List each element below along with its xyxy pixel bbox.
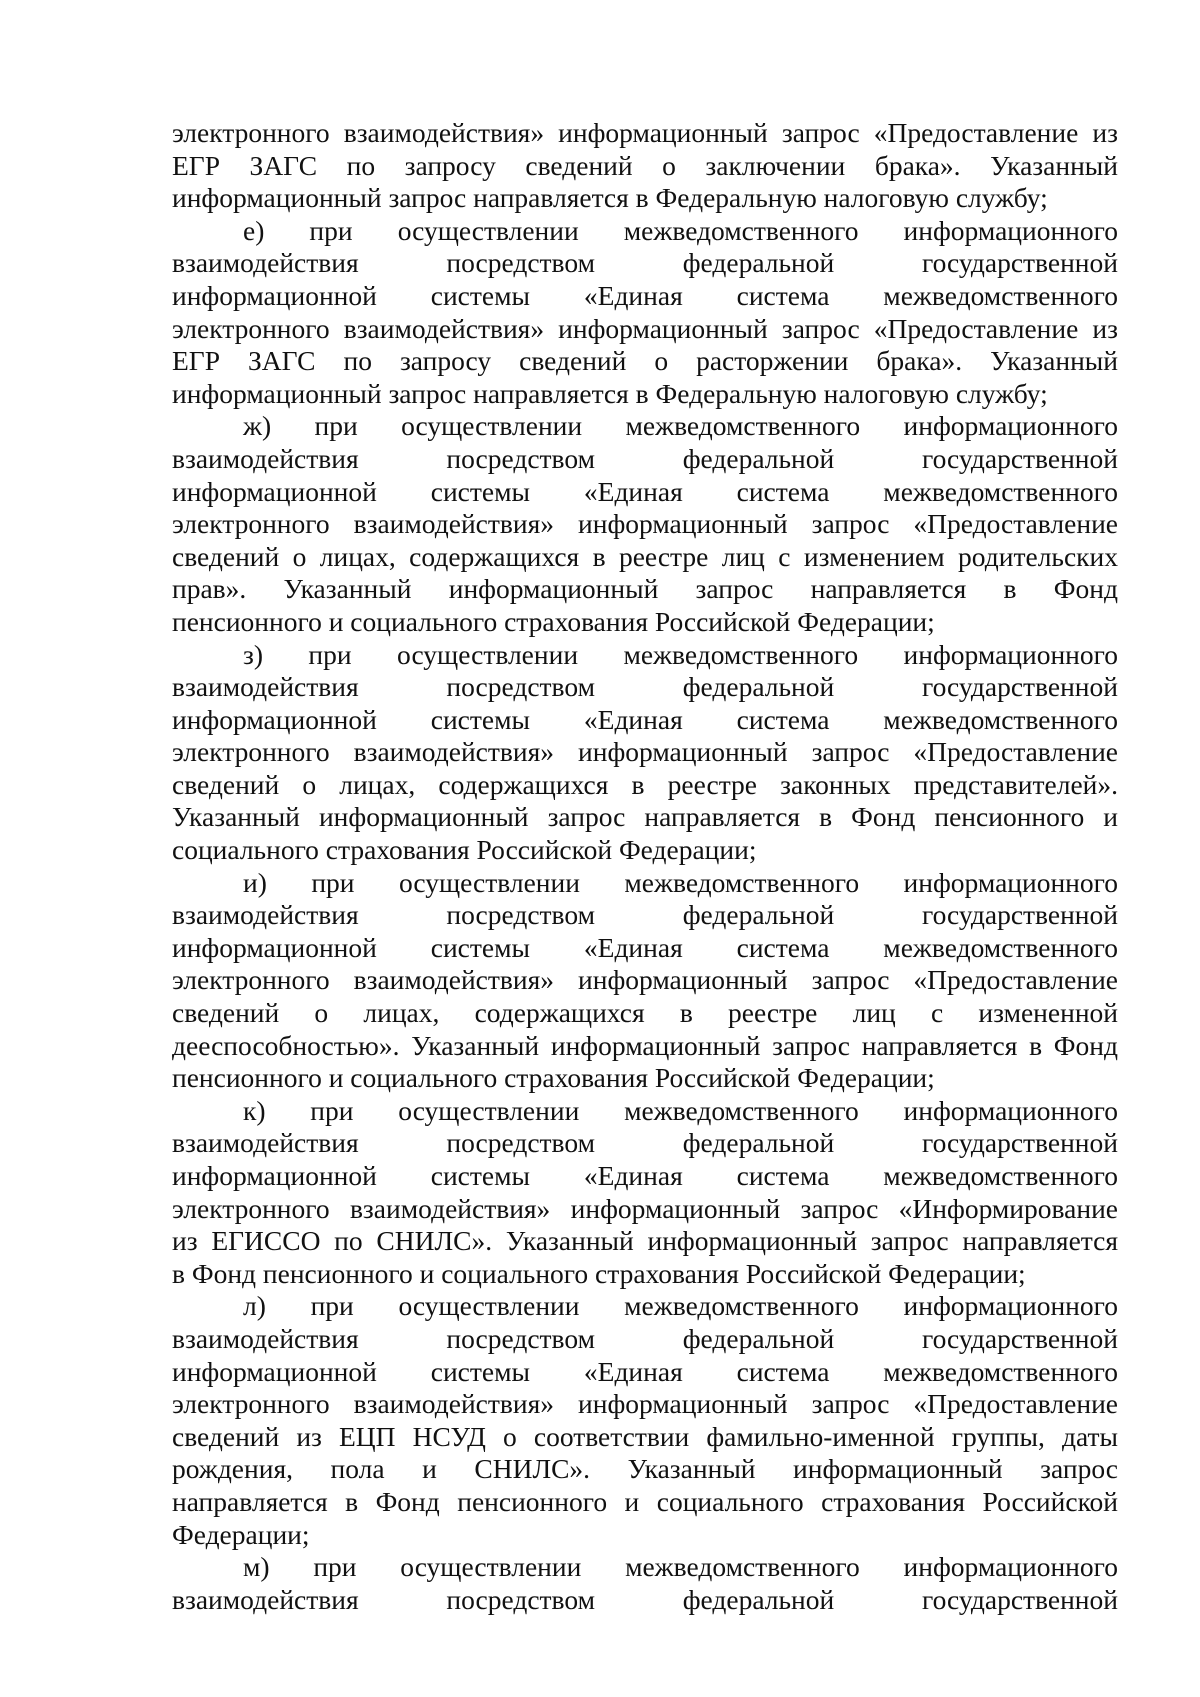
text-line: социального страхования Российской Федерации; xyxy=(172,834,757,866)
text-line: прав». Указанный информационный запрос направляется в Фонд xyxy=(172,573,1118,605)
text-line: ЕГР ЗАГС по запросу сведений о расторжении брака». Указанный xyxy=(172,345,1118,377)
text-line: информационной системы «Единая система межведомственного xyxy=(172,931,1118,963)
text-line: электронного взаимодействия» информационный запрос «Предоставление xyxy=(172,1388,1118,1420)
text-line: электронного взаимодействия» информационный запрос «Предоставление из xyxy=(172,117,1118,148)
text-line: электронного взаимодействия» информационный запрос «Предоставление xyxy=(172,736,1118,768)
text-line: пенсионного и социального страхования Российской Федерации; xyxy=(172,1062,935,1094)
text-line: сведений о лицах, содержащихся в реестре лиц с измененной xyxy=(172,997,1118,1029)
text-line: взаимодействия посредством федеральной государственной xyxy=(172,1127,1118,1159)
text-line: Федерации; xyxy=(172,1518,310,1550)
text-line: з) при осуществлении межведомственного информационного xyxy=(243,638,1118,670)
text-line: взаимодействия посредством федеральной государственной xyxy=(172,899,1118,931)
text-line: информационный запрос направляется в Федеральную налоговую службу; xyxy=(172,182,1048,214)
text-line: к) при осуществлении межведомственного информационного xyxy=(243,1094,1118,1126)
text-line: взаимодействия посредством федеральной государственной xyxy=(172,671,1118,703)
text-line: взаимодействия посредством федеральной государственной xyxy=(172,247,1118,279)
text-line: ж) при осуществлении межведомственного информационного xyxy=(243,410,1118,442)
text-line: сведений из ЕЦП НСУД о соответствии фамильно-именной группы, даты xyxy=(172,1420,1118,1452)
text-line: рождения, пола и СНИЛС». Указанный информационный запрос xyxy=(172,1453,1118,1485)
text-line: взаимодействия посредством федеральной государственной xyxy=(172,442,1118,474)
text-line: л) при осуществлении межведомственного информационного xyxy=(243,1290,1118,1322)
text-line: пенсионного и социального страхования Российской Федерации; xyxy=(172,605,935,637)
text-line: электронного взаимодействия» информационный запрос «Информирование xyxy=(172,1192,1118,1224)
text-line: информационный запрос направляется в Федеральную налоговую службу; xyxy=(172,377,1048,409)
document-body xyxy=(172,117,1118,1616)
text-line: информационной системы «Единая система межведомственного xyxy=(172,703,1118,735)
text-line: взаимодействия посредством федеральной государственной xyxy=(172,1583,1118,1615)
text-line: из ЕГИССО по СНИЛС». Указанный информационный запрос направляется xyxy=(172,1225,1118,1257)
text-line: информационной системы «Единая система межведомственного xyxy=(172,1355,1118,1387)
text-line: информационной системы «Единая система межведомственного xyxy=(172,1160,1118,1191)
text-line: е) при осуществлении межведомственного информационного xyxy=(243,214,1118,246)
text-line: информационной системы «Единая система межведомственного xyxy=(172,279,1118,311)
text-line: сведений о лицах, содержащихся в реестре законных представителей». xyxy=(172,768,1118,800)
text-line: направляется в Фонд пенсионного и социального страхования Российской xyxy=(172,1485,1118,1517)
text-line: сведений о лицах, содержащихся в реестре лиц с изменением родительских xyxy=(172,540,1118,572)
text-line: электронного взаимодействия» информационный запрос «Предоставление из xyxy=(172,312,1118,344)
text-line: и) при осуществлении межведомственного информационного xyxy=(243,866,1118,898)
text-line: ЕГР ЗАГС по запросу сведений о заключении брака». Указанный xyxy=(172,149,1118,181)
text-line: электронного взаимодействия» информационный запрос «Предоставление xyxy=(172,508,1118,540)
text-line: м) при осуществлении межведомственного информационного xyxy=(243,1551,1118,1583)
text-line: Указанный информационный запрос направляется в Фонд пенсионного и xyxy=(172,801,1118,833)
text-line: в Фонд пенсионного и социального страхования Российской Федерации; xyxy=(172,1257,1026,1289)
text-line: взаимодействия посредством федеральной государственной xyxy=(172,1322,1118,1354)
text-line: дееспособностью». Указанный информационный запрос направляется в Фонд xyxy=(172,1029,1118,1061)
text-line: электронного взаимодействия» информационный запрос «Предоставление xyxy=(172,964,1118,996)
text-line: информационной системы «Единая система межведомственного xyxy=(172,475,1118,507)
